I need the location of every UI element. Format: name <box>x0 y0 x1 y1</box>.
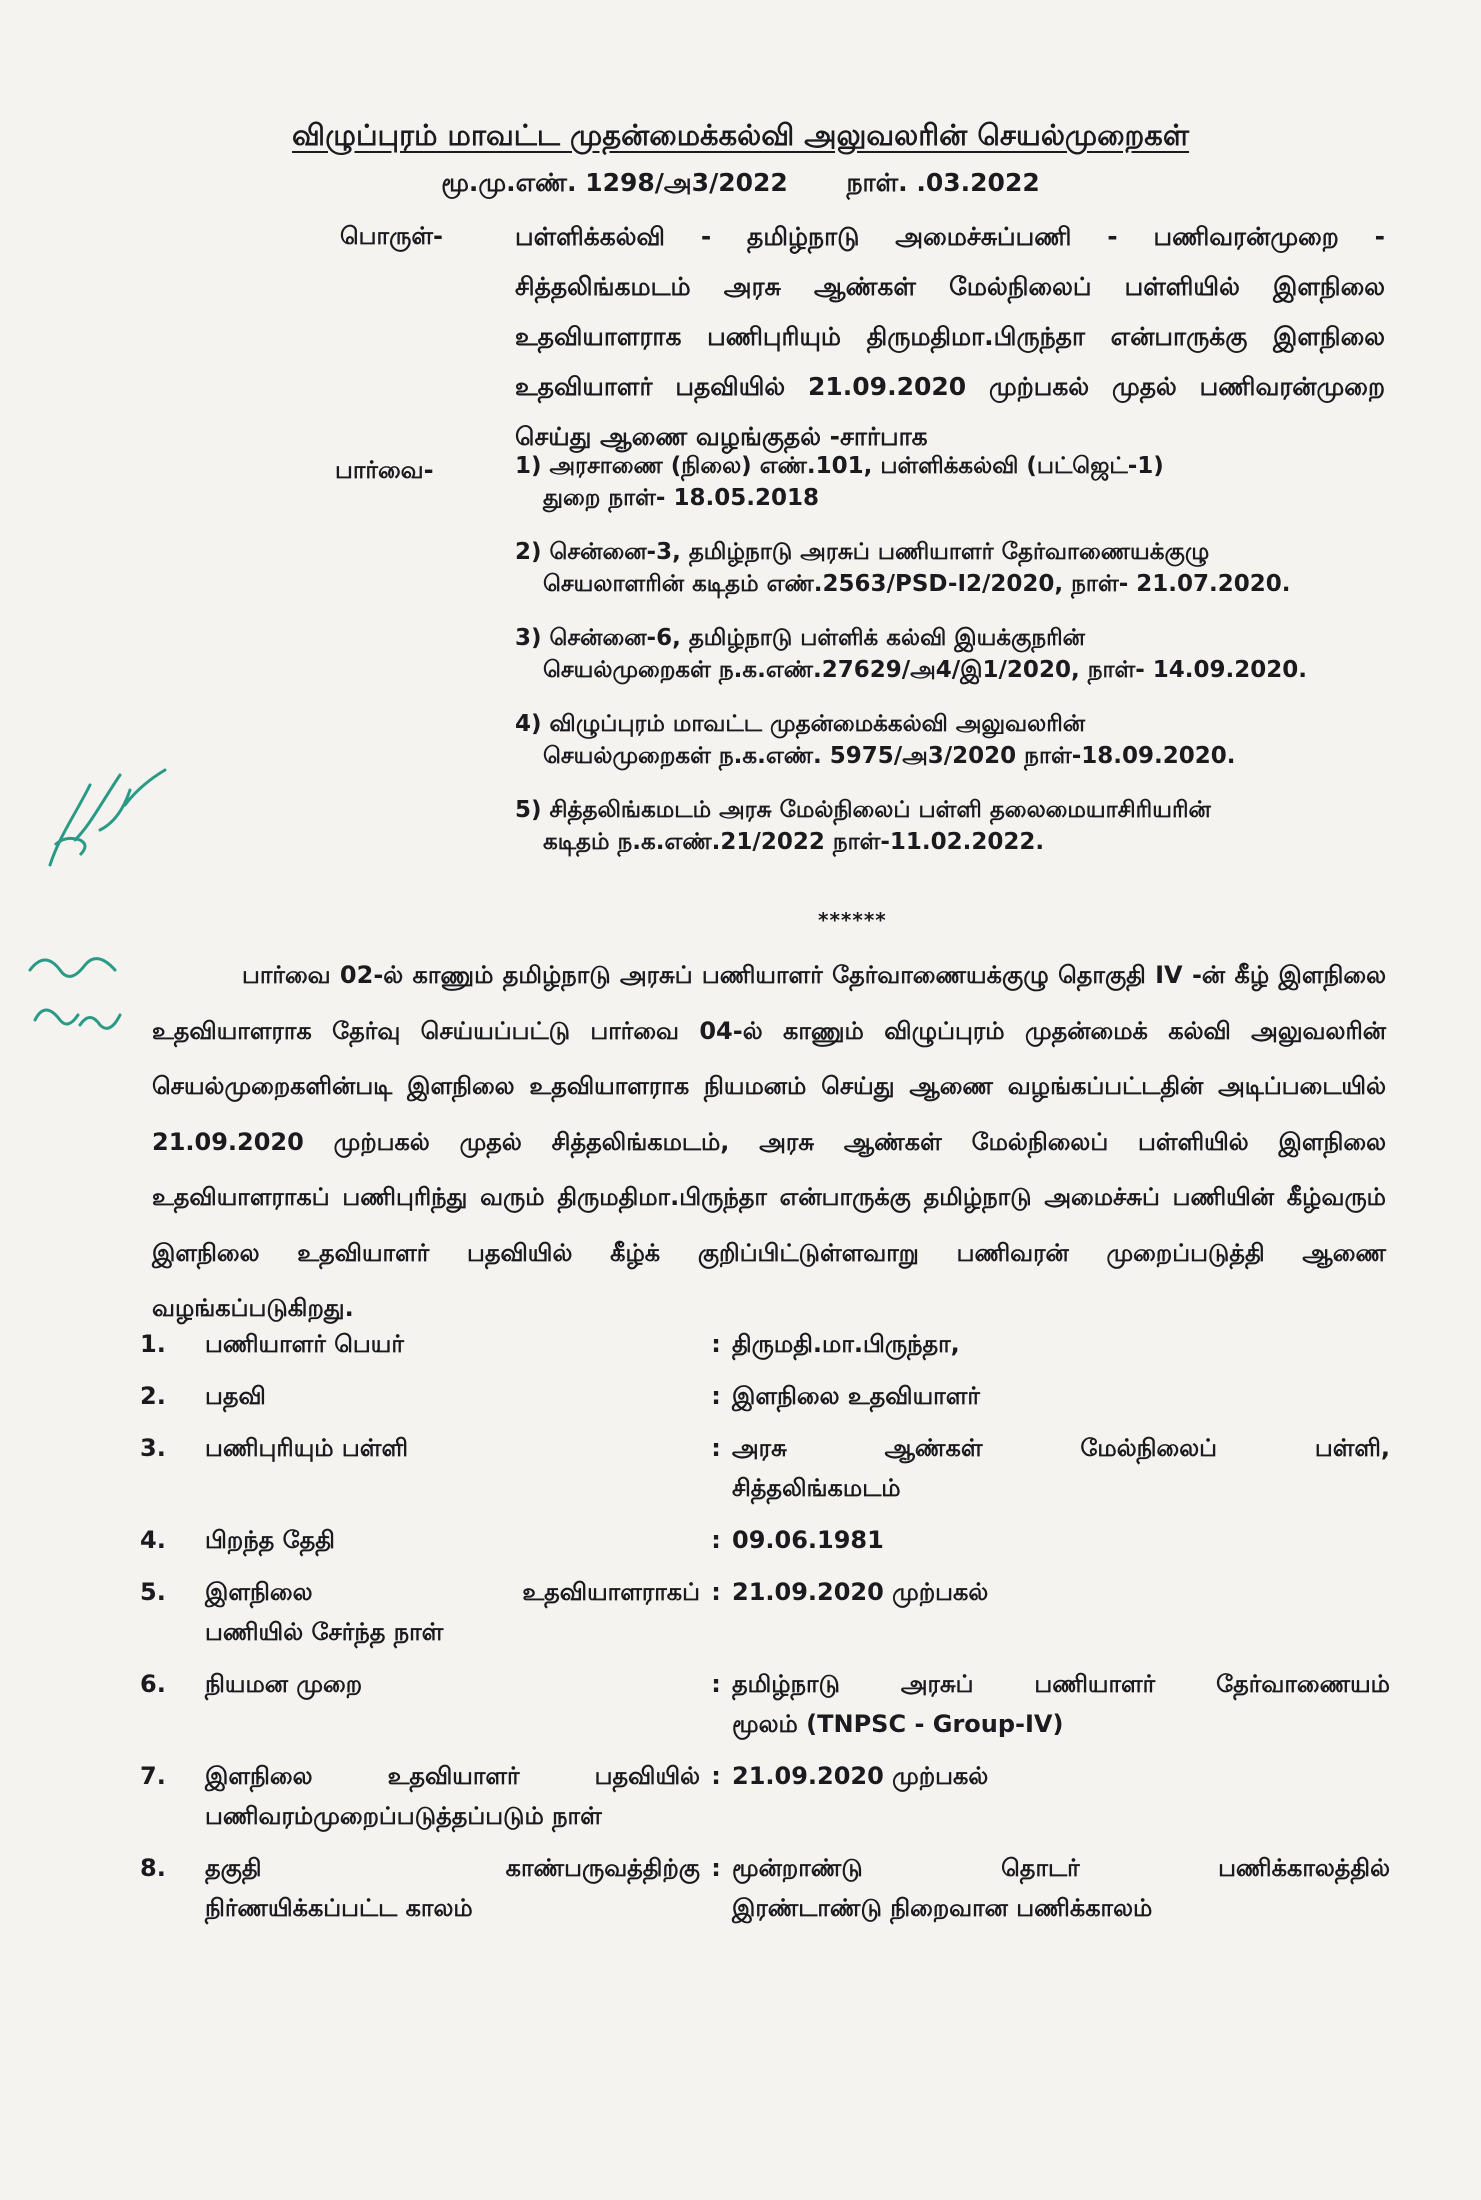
handwritten-annotation <box>30 745 180 885</box>
references-list <box>515 450 1385 880</box>
references-label: பார்வை- <box>335 456 434 484</box>
reference-item: 5) சித்தலிங்கமடம் அரசு மேல்நிலைப் பள்ளி தலைமையாசிரியரின் கடிதம் ந.க.எண்.21/2022 நாள்-11.02.2022. <box>515 797 1211 855</box>
table-row: 5. இளநிலை உதவியாளராகப் பணியில் சேர்ந்த நாள் : 21.09.2020 முற்பகல் <box>140 1578 989 1646</box>
table-row: 6. நியமன முறை : தமிழ்நாடு அரசுப் பணியாளர் தேர்வாணையம் மூலம் (TNPSC - Group-IV) <box>140 1670 1390 1738</box>
subject-label: பொருள்- <box>340 222 443 250</box>
reference-item: 4) விழுப்புரம் மாவட்ட முதன்மைக்கல்வி அலுவலரின் செயல்முறைகள் ந.க.எண். 5975/அ3/2020 நாள்-18.09.2020. <box>515 711 1236 769</box>
body-paragraph: பார்வை 02-ல் காணும் தமிழ்நாடு அரசுப் பணியாளர் தேர்வாணையக்குழு தொகுதி IV -ன் கீழ் இளநிலை உதவியாளராக தேர்வு செய்யப்பட்டு பார்வை 04-ல் காணும் விழுப்புரம் முதன்மைக் கல்வி அலுவலரின் செயல்முறைகளின்படி இளநிலை உதவியாளராக நியமனம் செய்து ஆணை வழங்கப்பட்டதின் அடிப்படையில் 21.09.2020 முற்பகல் முதல் சித்தலிங்கமடம், அரசு ஆண்கள் மேல்நிலைப் பள்ளியில் இளநிலை உதவியாளராகப் பணிபுரிந்து வரும் திருமதிமா.பிருந்தா என்பாருக்கு தமிழ்நாடு அமைச்சுப் பணியின் கீழ்வரும் இளநிலை உதவியாளர் பதவியில் கீழ்க் குறிப்பிட்டுள்ளவாறு பணிவரன் முறைப்படுத்தி ஆணை வழங்கப்படுகிறது. <box>152 961 1386 1322</box>
subject-text: பள்ளிக்கல்வி - தமிழ்நாடு அமைச்சுப்பணி - பணிவரன்முறை - சித்தலிங்கமடம் அரசு ஆண்கள் மேல்நிலைப் பள்ளியில் இளநிலை உதவியாளராக பணிபுரியும் திருமதிமா.பிருந்தா என்பாருக்கு இளநிலை உதவியாளர் பதவியில் 21.09.2020 முற்பகல் முதல் பணிவரன்முறை செய்து ஆணை வழங்குதல் -சார்பாக <box>515 222 1385 451</box>
reference-item: 3) சென்னை-6, தமிழ்நாடு பள்ளிக் கல்வி இயக்குநரின் செயல்முறைகள் ந.க.எண்.27629/அ4/இ1/2020, நாள்- 14.09.2020. <box>515 625 1308 683</box>
table-row: 1. பணியாளர் பெயர் : திருமதி.மா.பிருந்தா, <box>140 1330 960 1358</box>
reference-number: மூ.மு.எண். 1298/அ3/2022 <box>441 168 788 197</box>
details-table <box>140 1318 1390 1934</box>
reference-number-line <box>0 168 1481 201</box>
table-row: 4. பிறந்த தேதி : 09.06.1981 <box>140 1526 884 1554</box>
separator: ****** <box>818 908 887 932</box>
table-row: 7. இளநிலை உதவியாளர் பதவியில் பணிவரம்முறைப்படுத்தப்படும் நாள் : 21.09.2020 முற்பகல் <box>140 1762 989 1830</box>
table-row: 2. பதவி : இளநிலை உதவியாளர் <box>140 1382 980 1410</box>
reference-item: 2) சென்னை-3, தமிழ்நாடு அரசுப் பணியாளர் தேர்வாணையக்குழு செயலாளரின் கடிதம் எண்.2563/PSD-I2/2020, நாள்- 21.07.2020. <box>515 539 1291 597</box>
handwritten-initials <box>20 930 160 1050</box>
table-row: 3. பணிபுரியும் பள்ளி : அரசு ஆண்கள் மேல்நிலைப் பள்ளி, சித்தலிங்கமடம் <box>140 1434 1390 1502</box>
reference-item: 1) அரசாணை (நிலை) எண்.101, பள்ளிக்கல்வி (பட்ஜெட்-1) துறை நாள்- 18.05.2018 <box>515 453 1164 511</box>
table-row: 8. தகுதி காண்பருவத்திற்கு நிர்ணயிக்கப்பட்ட காலம் : மூன்றாண்டு தொடர் பணிக்காலத்தில் இரண்டாண்டு நிறைவான பணிக்காலம் <box>140 1854 1390 1922</box>
document-title: விழுப்புரம் மாவட்ட முதன்மைக்கல்வி அலுவலரின் செயல்முறைகள் <box>292 118 1189 152</box>
document-date: நாள். .03.2022 <box>846 168 1040 197</box>
